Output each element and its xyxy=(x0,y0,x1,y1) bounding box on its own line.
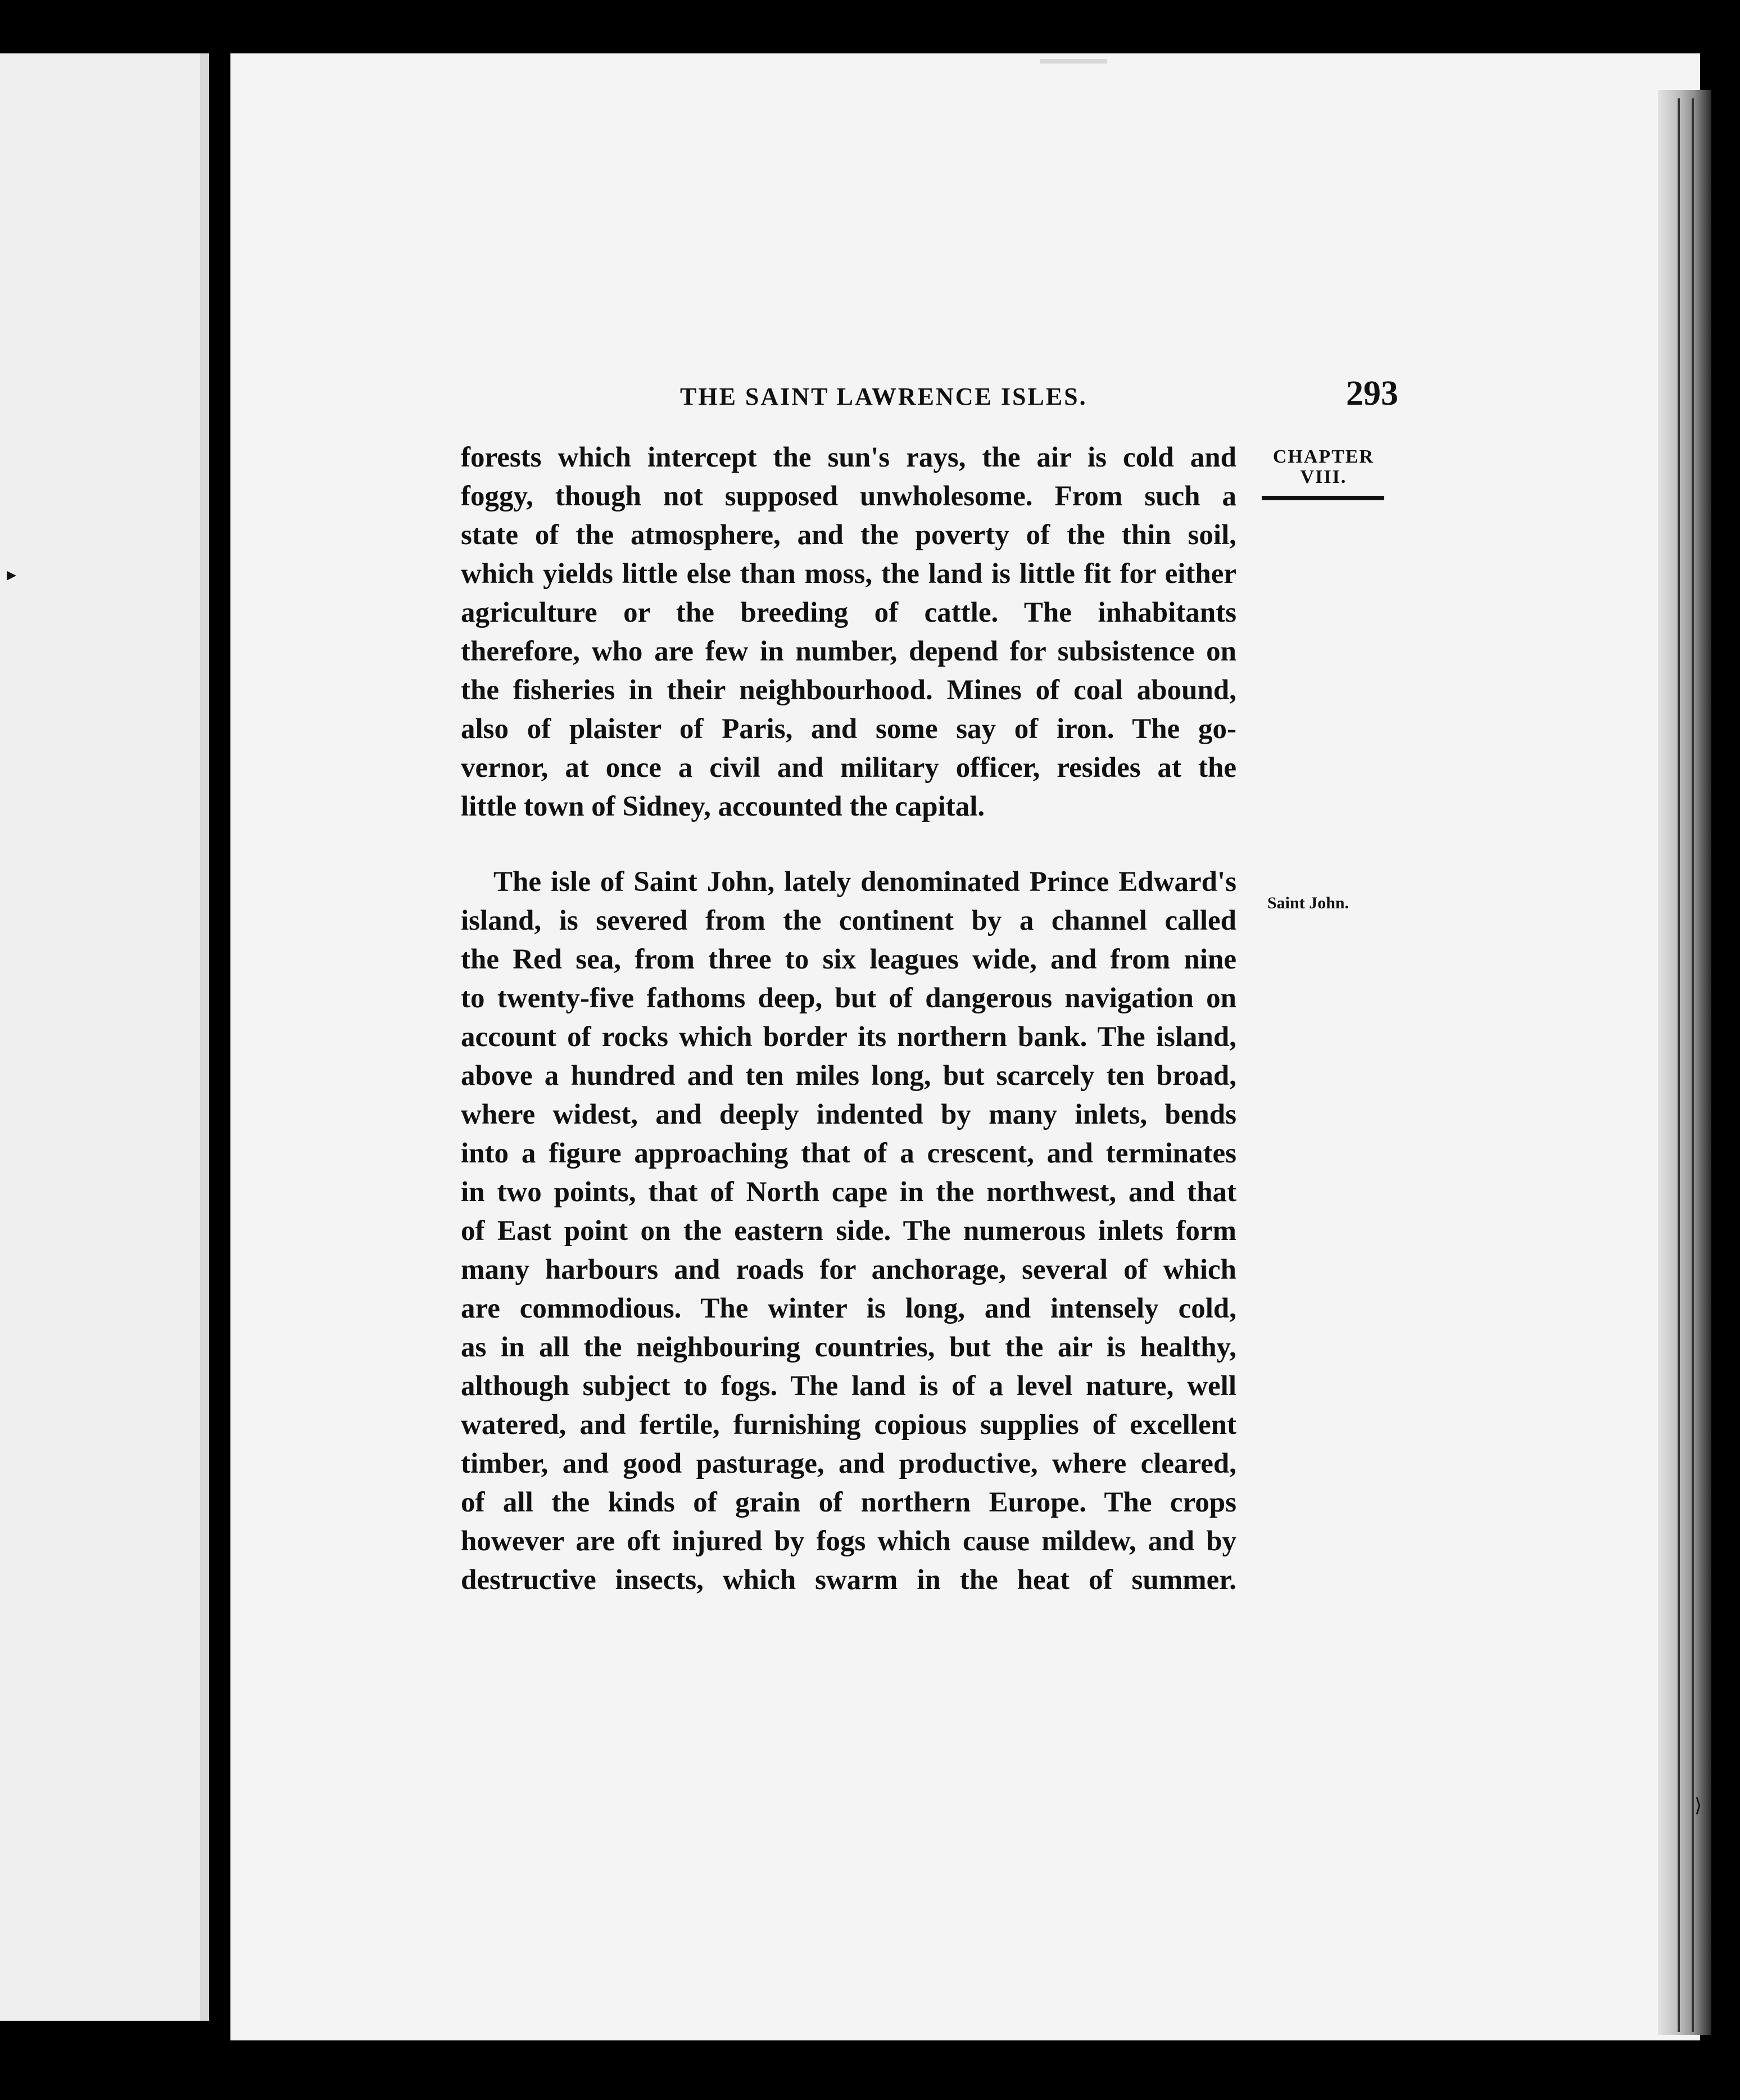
running-head: THE SAINT LAWRENCE ISLES. xyxy=(680,383,1088,410)
text-line: to twenty-five fathoms deep, but of dangerous navigation on xyxy=(461,983,1236,1014)
ink-speck: ▸ xyxy=(7,563,17,586)
text-line: island, is severed from the continent by a channel called xyxy=(461,905,1236,936)
chapter-rule xyxy=(1262,496,1384,500)
text-line: although subject to fogs. The land is of a level nature, well xyxy=(461,1370,1236,1402)
text-line: however are oft injured by fogs which cause mildew, and by xyxy=(461,1526,1236,1557)
chapter-numeral: VIII. xyxy=(1300,467,1347,487)
text-line: also of plaister of Paris, and some say of iron. The go- xyxy=(461,713,1236,745)
page-top-strip xyxy=(1040,59,1107,64)
text-line: foggy, though not supposed unwholesome. From such a xyxy=(461,481,1236,512)
paragraph-2 xyxy=(461,863,1236,1600)
text-line: The isle of Saint John, lately denominated Prince Edward's xyxy=(493,866,1236,898)
text-line: the Red sea, from three to six leagues wide, and from nine xyxy=(461,944,1236,975)
text-line: many harbours and roads for anchorage, several of which xyxy=(461,1254,1236,1286)
text-line: account of rocks which border its northern bank. The island, xyxy=(461,1021,1236,1053)
marginal-note-saint-john: Saint John. xyxy=(1267,894,1349,912)
page-edge-line xyxy=(1692,98,1694,2032)
page-right-edge xyxy=(1658,90,1711,2035)
text-line: watered, and fertile, furnishing copious supplies of excellent xyxy=(461,1409,1236,1441)
text-line: of East point on the eastern side. The numerous inlets form xyxy=(461,1215,1236,1247)
chapter-marginal-label xyxy=(1262,447,1385,487)
left-facing-page xyxy=(0,53,209,2021)
ink-speck: ⟩ xyxy=(1694,1794,1702,1817)
page-edge-line xyxy=(1678,98,1680,2032)
page-number: 293 xyxy=(1346,374,1398,413)
text-line: vernor, at once a civil and military officer, resides at the xyxy=(461,752,1236,784)
text-line: above a hundred and ten miles long, but scarcely ten broad, xyxy=(461,1060,1236,1092)
text-line: are commodious. The winter is long, and intensely cold, xyxy=(461,1293,1236,1324)
chapter-word: CHAPTER xyxy=(1272,446,1375,467)
text-line: forests which intercept the sun's rays, the air is cold and xyxy=(461,442,1236,473)
text-line: therefore, who are few in number, depend for subsistence on xyxy=(461,636,1236,667)
paragraph-1 xyxy=(461,438,1236,826)
text-line: into a figure approaching that of a crescent, and terminates xyxy=(461,1138,1236,1169)
text-line: destructive insects, which swarm in the heat of summer. xyxy=(461,1564,1236,1596)
text-line: where widest, and deeply indented by many inlets, bends xyxy=(461,1099,1236,1130)
text-line: as in all the neighbouring countries, but the air is healthy, xyxy=(461,1332,1236,1363)
text-line: in two points, that of North cape in the northwest, and that xyxy=(461,1176,1236,1208)
text-line: little town of Sidney, accounted the capital. xyxy=(461,791,985,822)
text-line: of all the kinds of grain of northern Europe. The crops xyxy=(461,1487,1236,1518)
text-line: agriculture or the breeding of cattle. The inhabitants xyxy=(461,597,1236,628)
text-line: timber, and good pasturage, and productive, where cleared, xyxy=(461,1448,1236,1479)
text-line: which yields little else than moss, the land is little fit for either xyxy=(461,558,1236,590)
text-line: state of the atmosphere, and the poverty of the thin soil, xyxy=(461,519,1236,551)
text-line: the fisheries in their neighbourhood. Mines of coal abound, xyxy=(461,675,1236,706)
left-page-edge xyxy=(200,53,209,2021)
